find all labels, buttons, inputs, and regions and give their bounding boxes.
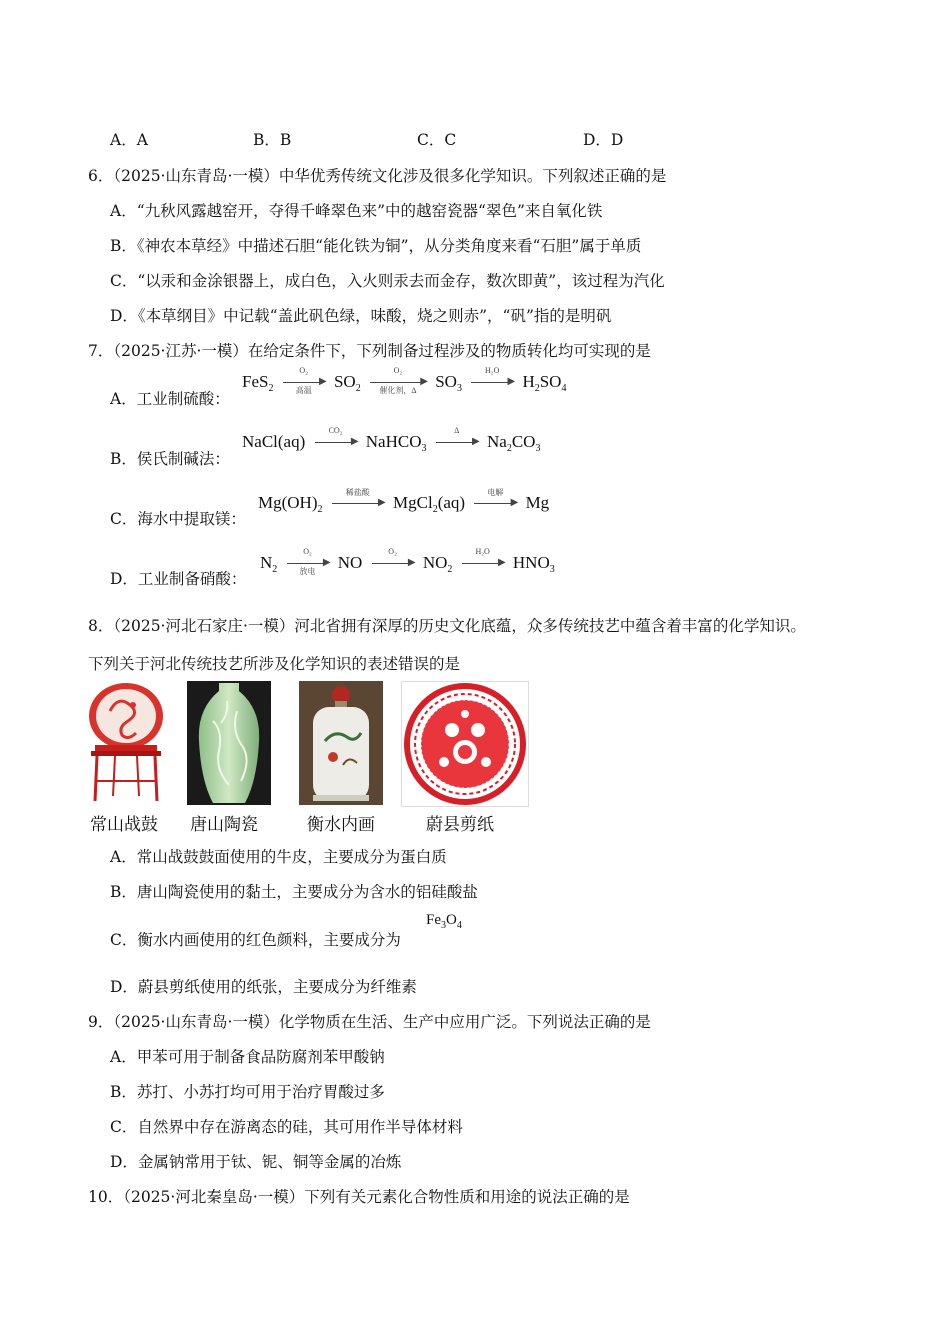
q5-option-b[interactable]: B．B [253,131,292,149]
reaction-arrow: 稀盐酸 ▶ [330,497,386,511]
porcelain-vase-image [187,681,271,805]
q7-stem: 7．（2025·江苏·一模）在给定条件下，下列制备过程涉及的物质转化均可实现的是 [88,342,651,360]
caption-war-drum: 常山战鼓 [90,815,158,835]
q6-option-a[interactable]: A．“九秋风露越窑开，夺得千峰翠色来”中的越窑瓷器“翠色”来自氧化铁 [110,202,603,220]
species: Mg [525,493,550,512]
q8-stem-line1: 8．（2025·河北石家庄·一模）河北省拥有深厚的历史文化底蕴，众多传统技艺中蕴含着丰富的化学知识。 [88,617,806,635]
q7-option-b-label: B．侯氏制碱法： [110,450,230,468]
caption-paper-cut: 蔚县剪纸 [426,815,494,835]
species: MgCl$_2$(aq) [393,493,466,515]
q7-option-a-label: A．工业制硫酸： [110,390,230,408]
reaction-arrow: O₂ ▶ 催化剂，Δ [368,376,428,390]
q8-option-c[interactable] [110,928,401,950]
species: $N_2$ [260,553,278,575]
q9-option-c[interactable]: C．自然界中存在游离态的硅，其可用作半导体材料 [110,1118,463,1136]
species: $H_2SO_4$ [522,372,567,394]
q5-option-d[interactable]: D．D [583,131,624,149]
q8-option-b[interactable]: B．唐山陶瓷使用的黏土，主要成分为含水的铝硅酸盐 [110,883,478,901]
war-drum-image [85,681,167,803]
reaction-arrow: O₂ ▶ 高温 [281,376,327,390]
q6-option-b[interactable]: B．《神农本草经》中描述石胆“能化铁为铜”，从分类角度来看“石胆”属于单质 [110,237,642,255]
species: FeS$_2$ [242,372,274,394]
q9-option-b[interactable]: B．苏打、小苏打均可用于治疗胃酸过多 [110,1083,385,1101]
reaction-arrow: O₂ ▶ [370,557,416,571]
q6-option-d[interactable]: D．《本草纲目》中记载“盖此矾色绿，味酸，烧之则赤”，“矾”指的是明矾 [110,307,612,325]
species: $Na_2CO_3$ [486,432,541,454]
reaction-arrow: O₂ ▶ 放电 [285,557,331,571]
reaction-arrow: 电解 ▶ [472,497,518,511]
q7-option-c[interactable] [110,507,246,529]
species: NaCl(aq) [242,432,306,451]
q7-option-c-label: C．海水中提取镁： [110,510,246,528]
q5-option-c[interactable]: C．C [417,131,457,149]
caption-inner-painting: 衡水内画 [307,815,375,835]
q9-stem: 9．（2025·山东青岛·一模）化学物质在生活、生产中应用广泛。下列说法正确的是 [88,1013,651,1031]
reaction-arrow: Δ ▶ [434,436,480,450]
reaction-arrow: H₂O ▶ [469,376,515,390]
q7-b-scheme [242,426,541,454]
q10-stem: 10．（2025·河北秦皇岛·一模）下列有关元素化合物性质和用途的说法正确的是 [88,1188,630,1206]
q8-option-a[interactable]: A．常山战鼓鼓面使用的牛皮，主要成分为蛋白质 [110,848,447,866]
q8-option-c-formula: $Fe_3O_4$ [426,912,462,931]
q9-option-a[interactable]: A．甲苯可用于制备食品防腐剂苯甲酸钠 [110,1048,385,1066]
q7-d-scheme [260,547,555,577]
q7-option-d-label: D．工业制备硝酸： [110,570,247,588]
paper-cut-image [401,681,529,807]
reaction-arrow: CO₂ ▶ [313,436,359,450]
q8-option-d[interactable]: D．蔚县剪纸使用的纸张，主要成分为纤维素 [110,978,417,996]
q8-option-c-text: C．衡水内画使用的红色颜料，主要成分为 [110,931,401,949]
q7-option-b[interactable] [110,447,230,469]
q6-stem: 6．（2025·山东青岛·一模）中华优秀传统文化涉及很多化学知识。下列叙述正确的是 [88,167,667,185]
q7-option-d[interactable] [110,567,246,589]
species: NO [337,553,363,572]
species: NaHCO$_3$ [365,432,427,454]
reaction-arrow: H₂O ▶ [460,557,506,571]
species: $Mg(OH)_2$ [258,493,323,515]
q6-option-c[interactable]: C．“以汞和金涂银器上，成白色，入火则汞去而金存，数次即黄”，该过程为汽化 [110,272,665,290]
species: $NO_2$ [422,553,453,575]
species: $SO_2$ [333,372,361,394]
q7-option-a[interactable] [110,387,230,409]
species: $SO_3$ [435,372,462,394]
caption-porcelain: 唐山陶瓷 [190,815,258,835]
species: $HNO_3$ [512,553,555,575]
q8-stem-line2: 下列关于河北传统技艺所涉及化学知识的表述错误的是 [88,655,461,673]
q7-a-scheme [242,366,567,396]
snuff-bottle-image [299,681,383,805]
q7-c-scheme [258,488,550,515]
q9-option-d[interactable]: D．金属钠常用于钛、铌、铜等金属的冶炼 [110,1153,402,1171]
q5-option-a[interactable]: A．A [110,131,148,149]
